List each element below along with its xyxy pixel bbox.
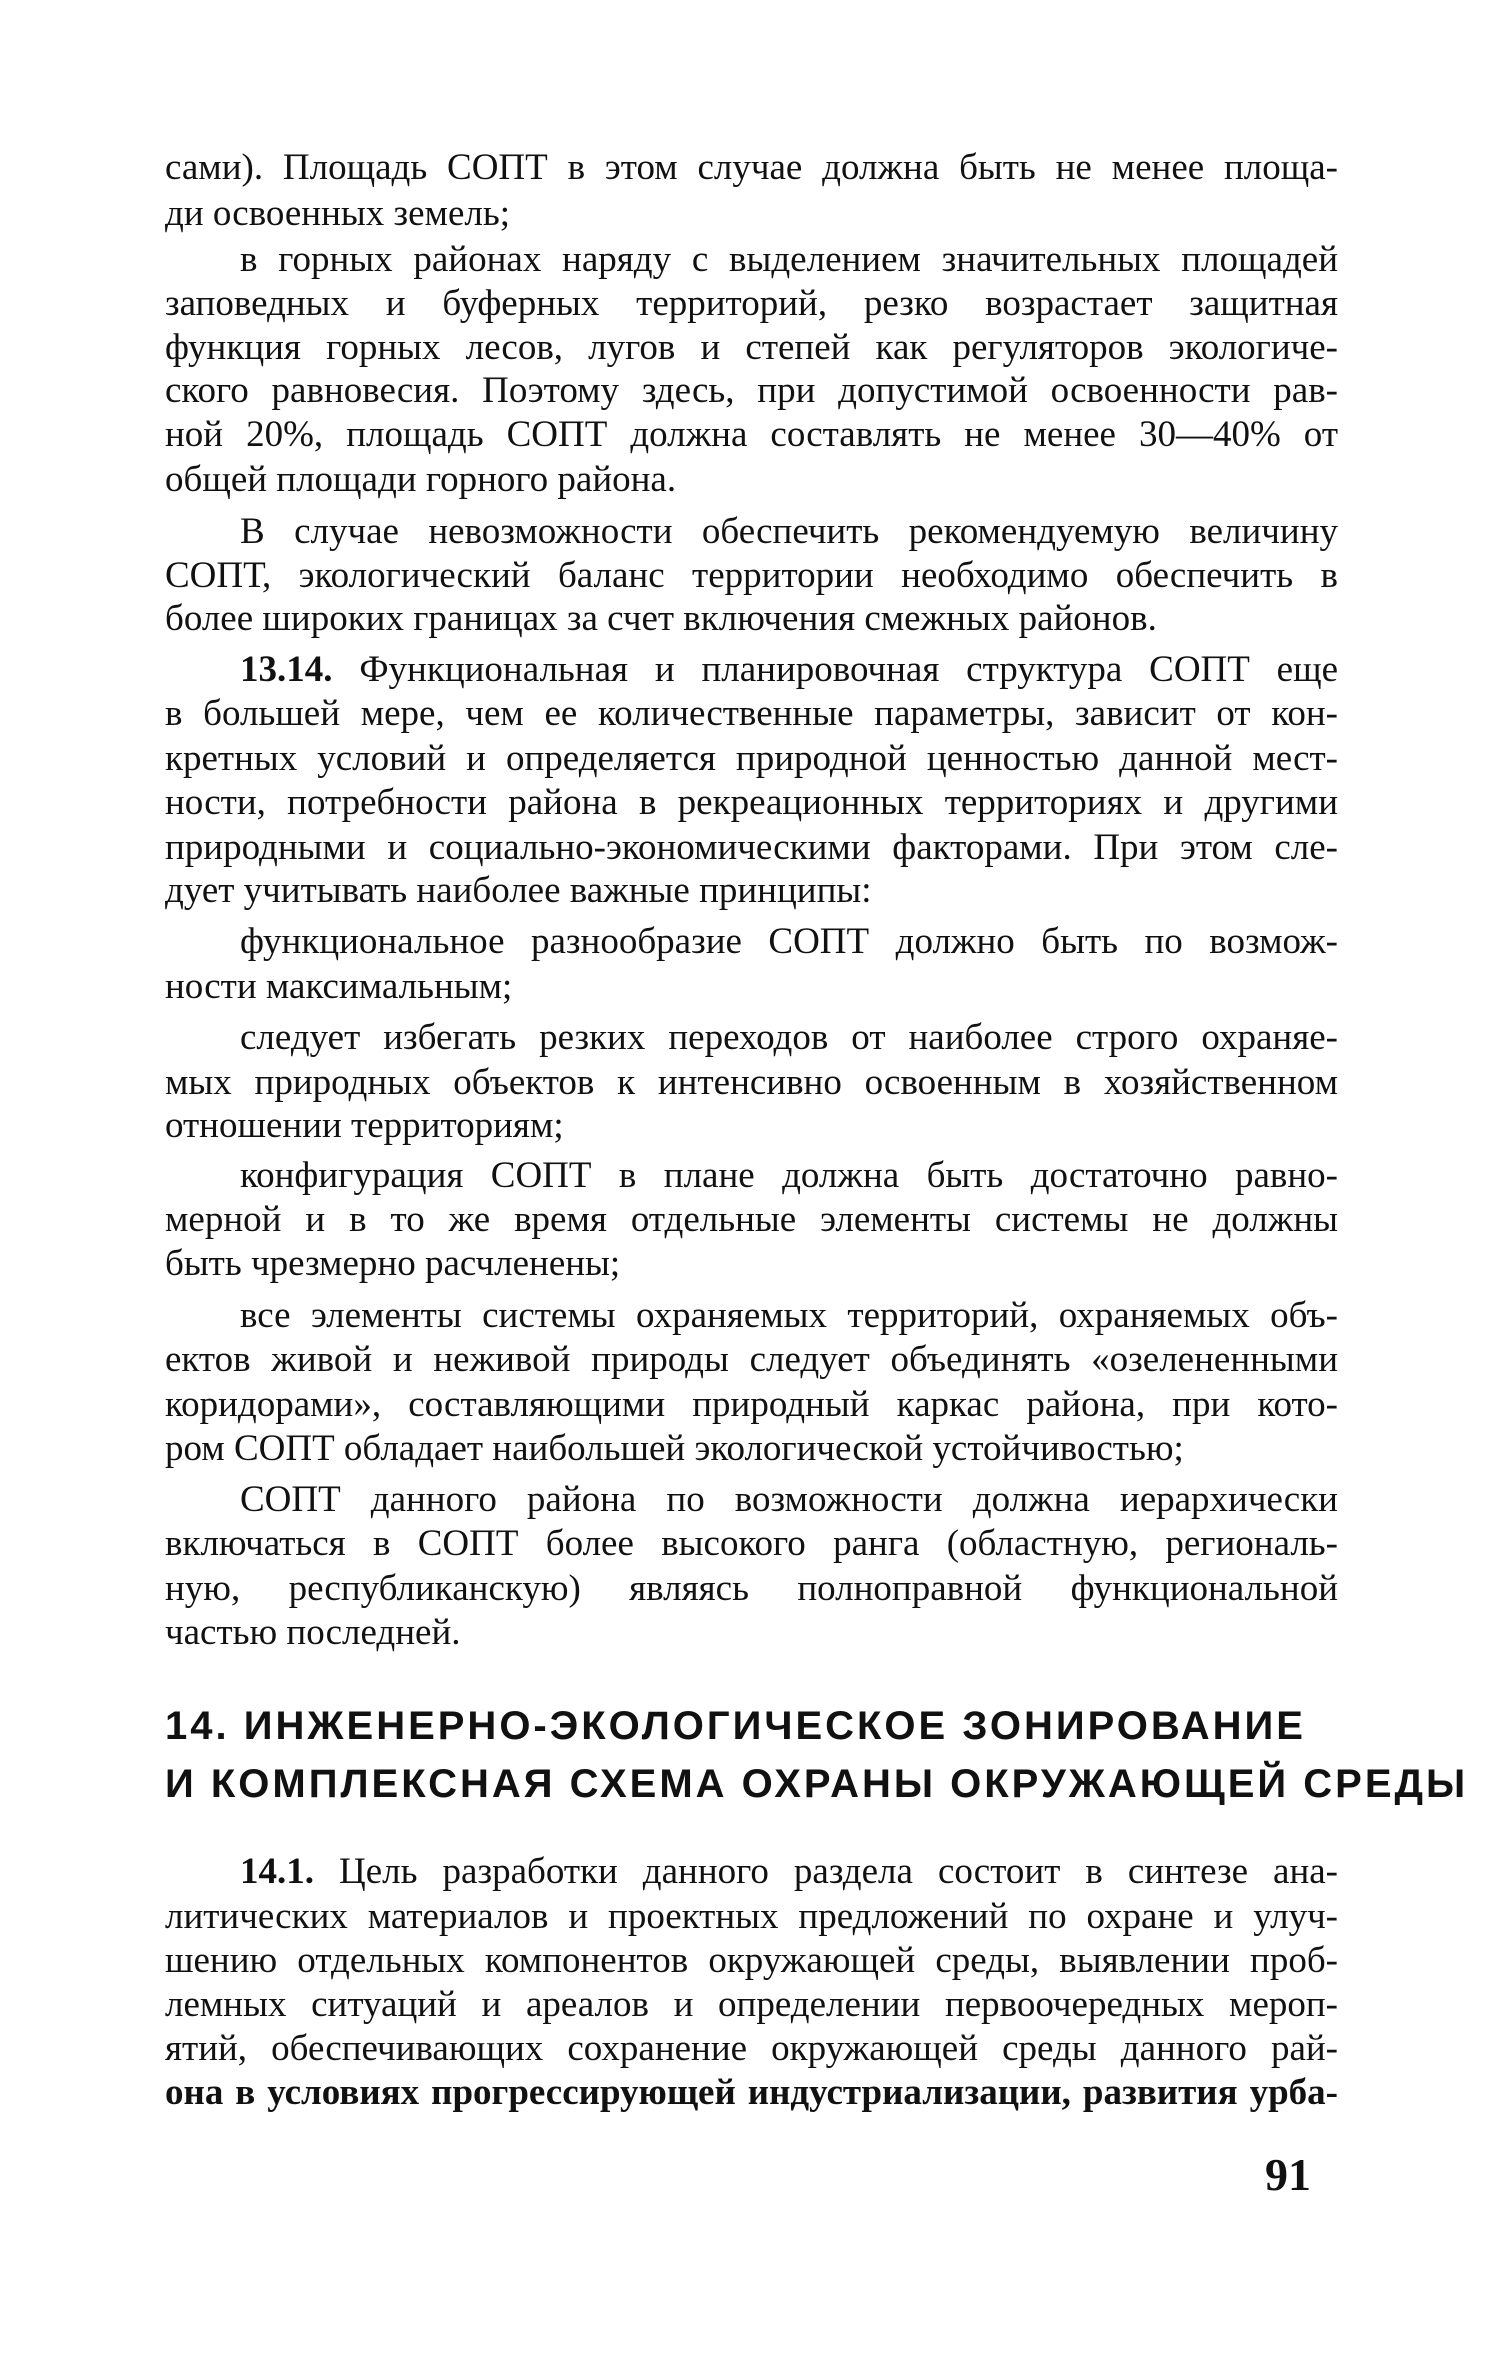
text-line: следует избегать резких переходов от наиболее строго охраняе- <box>240 1017 1338 1058</box>
text-line: конфигурация СОПТ в плане должна быть достаточно равно- <box>240 1155 1338 1196</box>
text-line: В случае невозможности обеспечить рекомендуемую величину <box>240 511 1338 552</box>
text-line: она в условиях прогрессирующей индустриализации, развития урба- <box>165 2072 1338 2113</box>
text-line: быть чрезмерно расчленены; <box>165 1243 621 1284</box>
text-line: сами). Площадь СОПТ в этом случае должна быть не менее площа- <box>165 147 1338 188</box>
text-line: все элементы системы охраняемых территорий, охраняемых объ- <box>240 1295 1338 1336</box>
paragraph-14-1-first-line <box>240 1850 1338 1894</box>
text-span: Цель разработки данного раздела состоит в синтезе ана- <box>339 1851 1339 1892</box>
page-number: 91 <box>1265 2149 1311 2200</box>
text-line: коридорами», составляющими природный каркас района, при кото- <box>165 1384 1338 1425</box>
text-line: функциональное разнообразие СОПТ должно быть по возмож- <box>240 921 1338 962</box>
text-line: отношении территориям; <box>165 1105 564 1146</box>
text-line: шению отдельных компонентов окружающей среды, выявлении проб- <box>165 1940 1338 1981</box>
text-line: СОПТ, экологический баланс территории необходимо обеспечить в <box>165 555 1338 596</box>
text-line: в большей мере, чем ее количественные параметры, зависит от кон- <box>165 693 1338 734</box>
text-span: Функциональная и планировочная структура СОПТ еще <box>359 649 1339 690</box>
section-number: 14.1. <box>240 1851 314 1892</box>
text-line: природными и социально-экономическими факторами. При этом сле- <box>165 827 1338 868</box>
text-line: в горных районах наряду с выделением значительных площадей <box>240 239 1338 280</box>
text-line: СОПТ данного района по возможности должна иерархически <box>240 1479 1338 1520</box>
text-line: ского равновесия. Поэтому здесь, при допустимой освоенности рав- <box>165 370 1338 411</box>
text-line: ди освоенных земель; <box>165 193 511 234</box>
text-line: лемных ситуаций и ареалов и определении первоочередных мероп- <box>165 1984 1338 2025</box>
text-line: мерной и в то же время отдельные элементы системы не должны <box>165 1199 1338 1240</box>
text-line: дует учитывать наиболее важные принципы: <box>165 870 872 911</box>
text-line: ектов живой и неживой природы следует объединять «озелененными <box>165 1339 1338 1380</box>
text-line: кретных условий и определяется природной ценностью данной мест- <box>165 738 1338 779</box>
text-line: общей площади горного района. <box>165 459 677 500</box>
text-line: мых природных объектов к интенсивно освоенным в хозяйственном <box>165 1062 1338 1103</box>
section-heading-line-1: 14. ИНЖЕНЕРНО-ЭКОЛОГИЧЕСКОЕ ЗОНИРОВАНИЕ <box>165 1704 1306 1748</box>
text-line: функция горных лесов, лугов и степей как регуляторов экологиче- <box>165 327 1338 368</box>
text-line: ной 20%, площадь СОПТ должна составлять не менее 30—40% от <box>165 414 1338 455</box>
text-line: ную, республиканскую) являясь полноправной функциональной <box>165 1568 1338 1609</box>
text-line: более широких границах за счет включения смежных районов. <box>165 598 1157 639</box>
text-line: ром СОПТ обладает наибольшей экологической устойчивостью; <box>165 1428 1184 1469</box>
text-line: литических материалов и проектных предложений по охране и улуч- <box>165 1896 1338 1937</box>
text-line: ности максимальным; <box>165 966 513 1007</box>
text-line: включаться в СОПТ более высокого ранга (областную, региональ- <box>165 1523 1338 1564</box>
text-line: частью последней. <box>165 1612 461 1653</box>
text-line: ности, потребности района в рекреационных территориях и другими <box>165 782 1338 823</box>
text-line: заповедных и буферных территорий, резко возрастает защитная <box>165 283 1338 324</box>
text-line: ятий, обеспечивающих сохранение окружающей среды данного рай- <box>165 2028 1338 2069</box>
section-number: 13.14. <box>240 649 333 690</box>
paragraph-13-14-first-line <box>240 648 1338 692</box>
section-heading-line-2: И КОМПЛЕКСНАЯ СХЕМА ОХРАНЫ ОКРУЖАЮЩЕЙ СРЕДЫ <box>165 1762 1469 1806</box>
